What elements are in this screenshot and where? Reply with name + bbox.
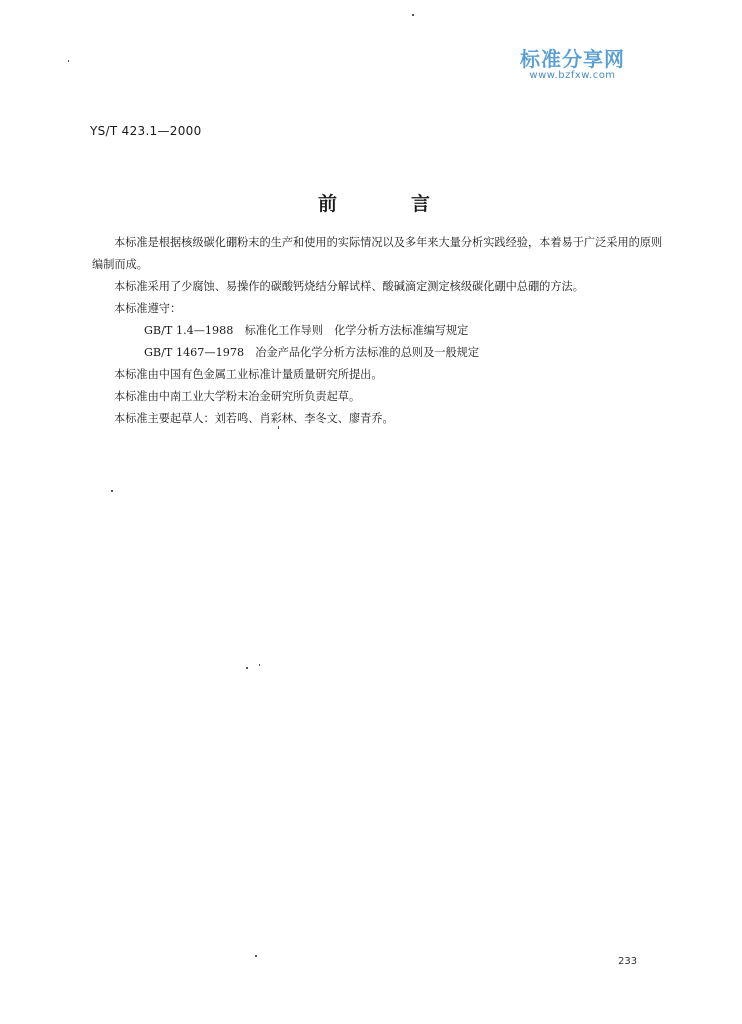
- paragraph-6: 本标准主要起草人：刘若鸣、肖彩林、李冬文、廖青乔。: [114, 412, 394, 425]
- heading-char-2: 言: [410, 193, 430, 215]
- watermark-url: www.bzfxw.com: [529, 70, 616, 81]
- watermark-title: 标准分享网: [520, 47, 625, 71]
- scan-speck: [259, 664, 260, 666]
- scan-speck: [278, 426, 279, 429]
- watermark-logo: [515, 48, 630, 82]
- paragraph-4: 本标准由中国有色金属工业标准计量质量研究所提出。: [114, 368, 383, 381]
- scan-speck: [68, 60, 69, 62]
- heading-char-1: 前: [318, 193, 338, 215]
- scan-speck: [412, 14, 414, 16]
- foreword-body: [92, 232, 664, 430]
- scan-speck: [246, 667, 248, 669]
- paragraph-1: 本标准是根据核级碳化硼粉末的生产和使用的实际情况以及多年来大量分析实践经验，本着易于广泛采用的原则编制而成。: [92, 236, 663, 271]
- paragraph-2: 本标准采用了少腐蚀、易操作的碳酸钙烧结分解试样、酸碱滴定测定核级碳化硼中总硼的方法。: [114, 280, 584, 293]
- reference-2: GB/T 1467—1978 冶金产品化学分析方法标准的总则及一般规定: [144, 346, 480, 359]
- scan-speck: [111, 490, 113, 492]
- paragraph-3: 本标准遵守：: [114, 302, 182, 315]
- page-number: 233: [618, 956, 638, 967]
- document-code: YS/T 423.1—2000: [90, 124, 202, 138]
- reference-1: GB/T 1.4—1988 标准化工作导则 化学分析方法标准编写规定: [144, 324, 469, 337]
- paragraph-5: 本标准由中南工业大学粉末冶金研究所负责起草。: [114, 390, 361, 403]
- scan-speck: [255, 955, 257, 957]
- section-heading: [318, 193, 430, 215]
